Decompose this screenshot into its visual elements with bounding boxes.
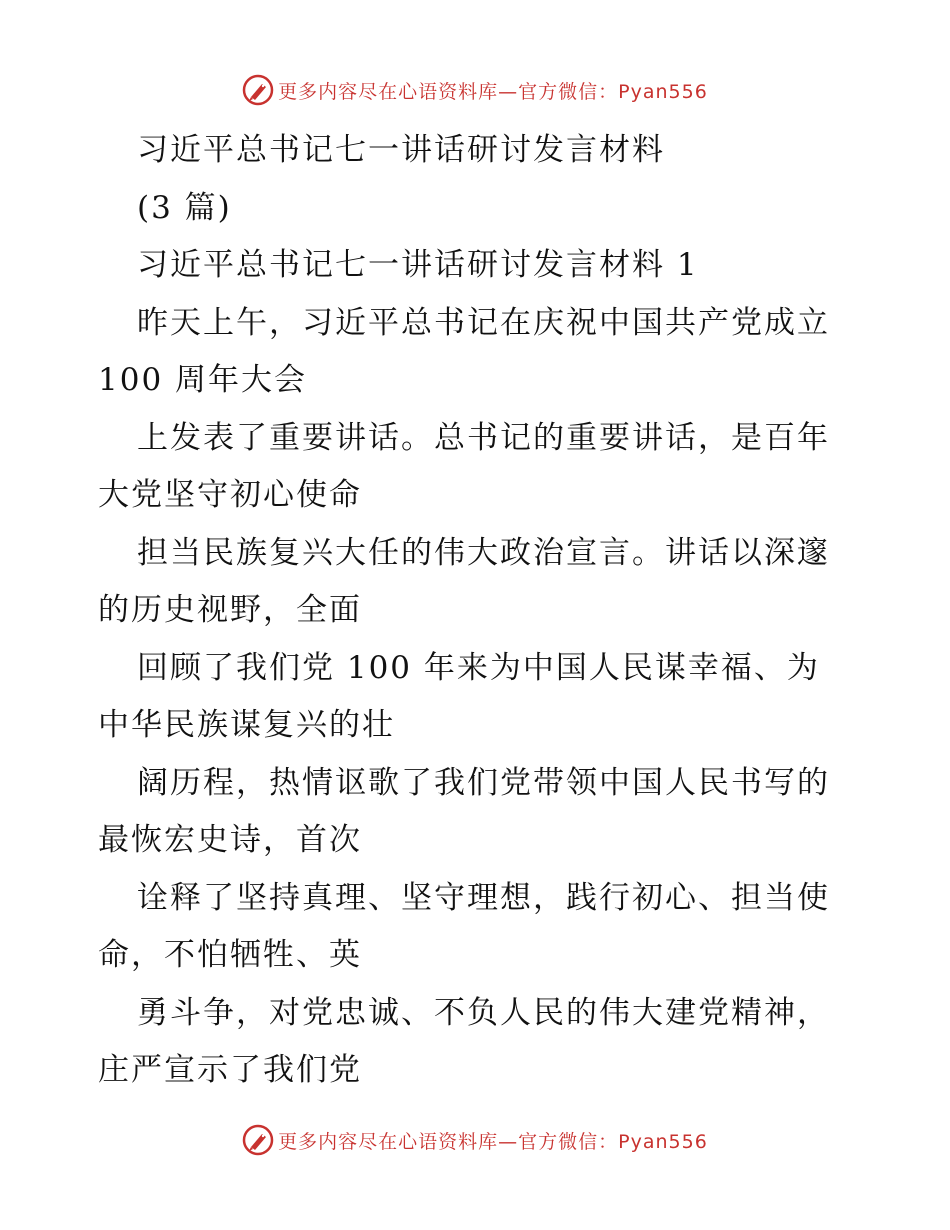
footer-watermark-banner [0, 1120, 950, 1160]
paragraph-line: 勇斗争，对党忠诚、不负人民的伟大建党精神， [137, 994, 830, 1031]
banner-text: 更多内容尽在心语资料库—官方微信：Pyan556 [278, 80, 708, 103]
pen-nib-logo-icon [242, 1124, 274, 1156]
paragraph-line: 最恢宏史诗，首次 [98, 822, 362, 858]
section-heading: 习近平总书记七一讲话研讨发言材料 1 [137, 247, 699, 283]
wechat-handle: Pyan556 [618, 1130, 708, 1153]
document-title: 习近平总书记七一讲话研讨发言材料 [137, 132, 665, 168]
document-title-count: (3 篇) [137, 189, 232, 226]
paragraph-line: 担当民族复兴大任的伟大政治宣言。讲话以深邃 [137, 534, 830, 571]
paragraph-line: 的历史视野，全面 [98, 592, 362, 628]
banner-text: 更多内容尽在心语资料库—官方微信：Pyan556 [278, 1130, 708, 1153]
paragraph-line: 上发表了重要讲话。总书记的重要讲话，是百年 [137, 419, 830, 456]
paragraph-line: 中华民族谋复兴的壮 [98, 707, 395, 743]
paragraph-line: 100 周年大会 [98, 362, 308, 398]
paragraph-line: 昨天上午，习近平总书记在庆祝中国共产党成立 [137, 304, 830, 341]
header-watermark-banner [0, 70, 950, 110]
pen-nib-logo-icon [242, 74, 274, 106]
paragraph-line: 阔历程，热情讴歌了我们党带领中国人民书写的 [137, 764, 830, 801]
paragraph-line: 诠释了坚持真理、坚守理想，践行初心、担当使 [137, 879, 830, 916]
paragraph-line: 庄严宣示了我们党 [98, 1052, 362, 1088]
paragraph-line: 回顾了我们党 100 年来为中国人民谋幸福、为 [137, 649, 820, 686]
paragraph-line: 命，不怕牺牲、英 [98, 937, 362, 973]
paragraph-line: 大党坚守初心使命 [98, 477, 362, 513]
document-body [98, 122, 858, 1100]
wechat-handle: Pyan556 [618, 80, 708, 103]
